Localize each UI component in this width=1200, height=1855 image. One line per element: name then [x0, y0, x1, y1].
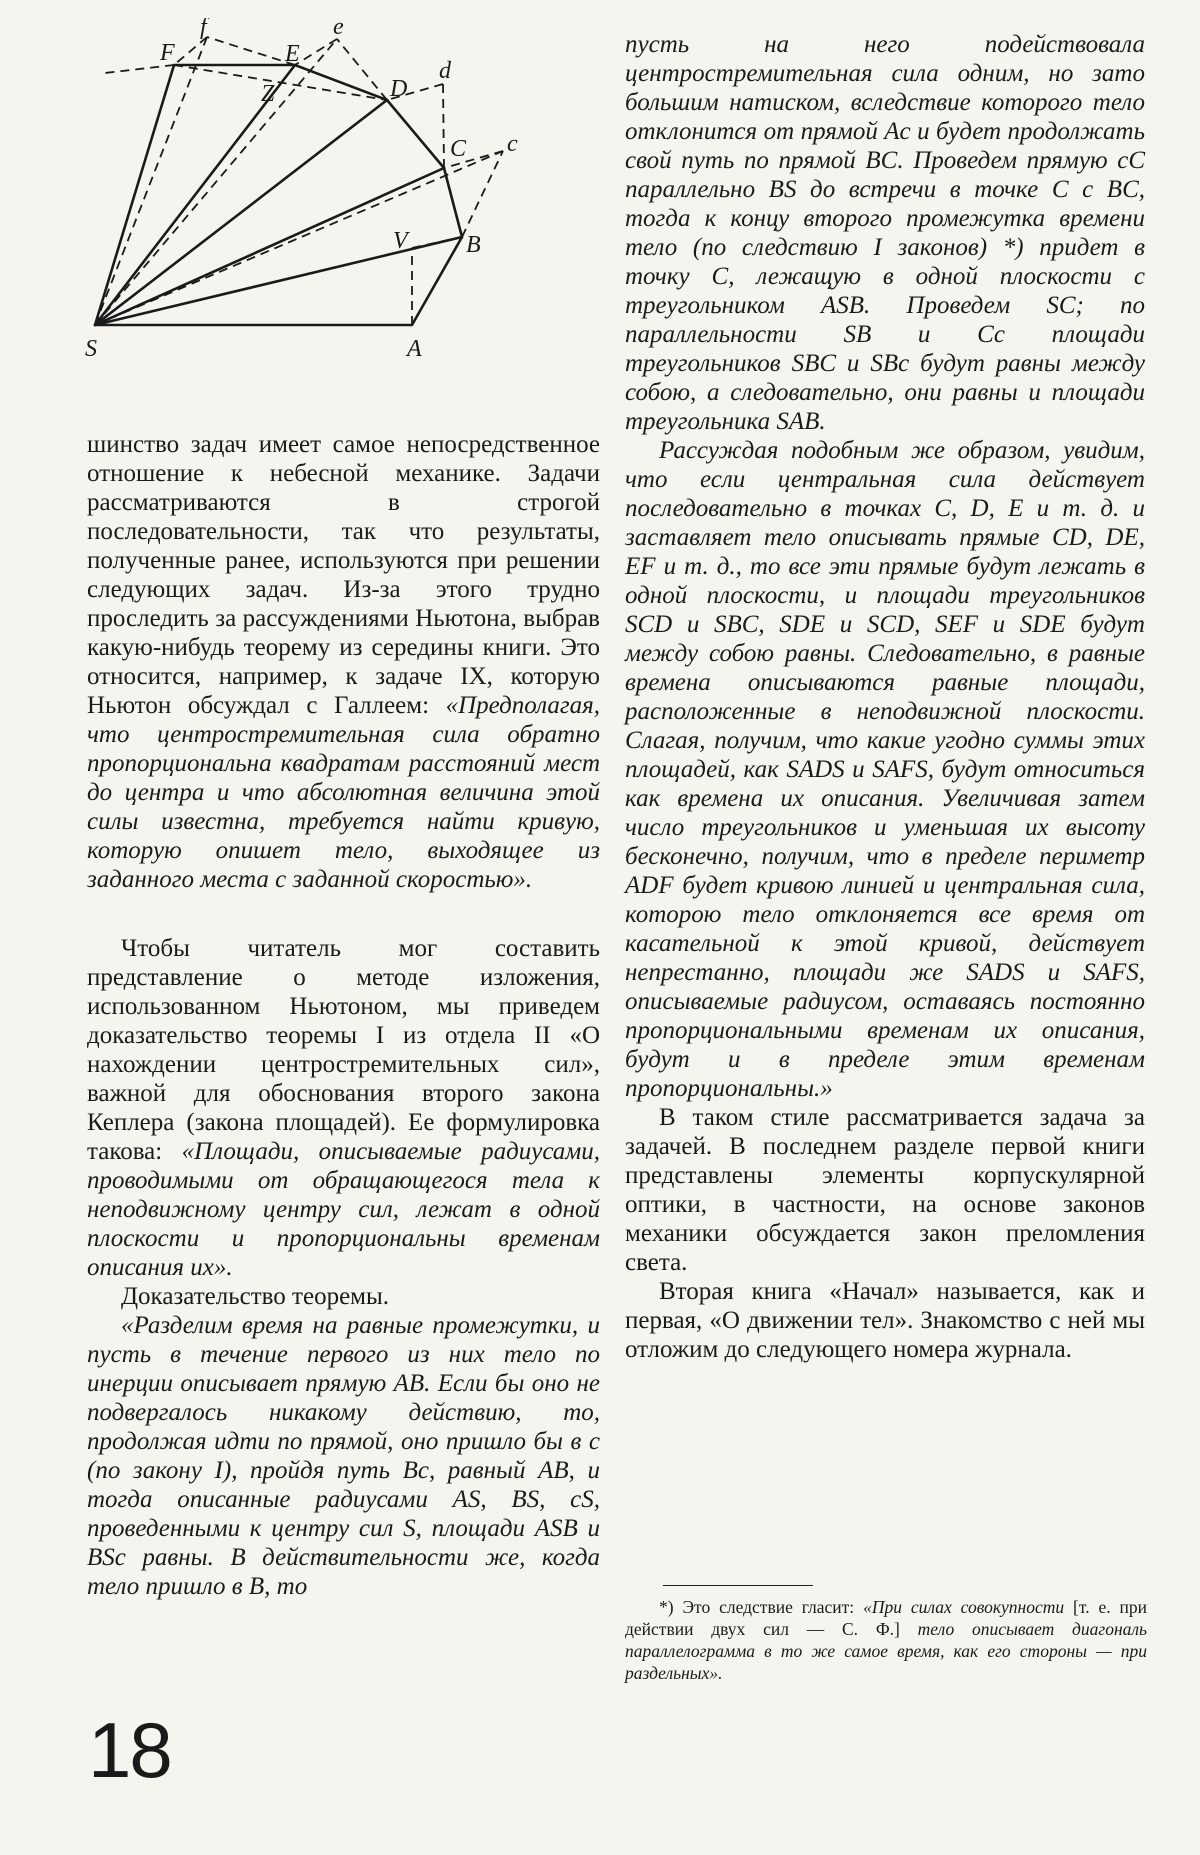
label-f: f [200, 18, 207, 40]
label-F: F [160, 40, 175, 66]
label-B: B [466, 232, 481, 258]
footnote [625, 1596, 1147, 1684]
line-Se [95, 39, 337, 325]
newton-area-law-diagram [75, 18, 615, 413]
extension-Ef [207, 37, 295, 65]
label-D: D [390, 76, 408, 102]
orbit-polygon [95, 65, 462, 325]
left-column [87, 430, 600, 1601]
line-FD [174, 65, 387, 100]
line-F-left [105, 65, 174, 73]
proof-quote-continued: пусть на него подействовала центростремительная сила одним, но зато большим натиском, вследствие которого тело отклонится от прямой Ac и будет продолжать свой путь по прямой BC. Проведем прямую cC параллельно BS до встречи в точке C с BC, тогда к концу второго промежутка времени тело (по следствию I законов) *) придет в точку C, лежащую в одной плоскости с треугольником ASB. Проведем SC; по параллельности SB и Cc площади треугольников SBC и SBc будут равны между собою, а следовательно, они равны и площади треугольника SAB. [625, 31, 1145, 435]
paragraph-text: шинство задач имеет самое непосредственное отношение к небесной механике. Задачи рассматриваются в строгой последовательности, так что результаты, полученные ранее, используются при решении следующих задач. Из-за этого трудно проследить за рассуждениями Ньютона, выбрав какую-нибудь теорему из середины книги. Это относится, например, к задаче IX, которую Ньютон обсуждал с Галлеем: [87, 431, 600, 719]
theorem-quote: «Площади, описываемые радиусами, проводимыми от обращающегося тела к неподвижному центру сил, лежат в одной плоскости и пропорциональны временам описания их». [87, 1138, 600, 1281]
footnote-text [625, 1596, 1147, 1684]
paragraph-text: Чтобы читатель мог составить представление о методе изложения, использованном Ньютоном, мы приведем доказательство теоремы I из отдела II «О нахождении центростремительных сил», важной для обоснования второго закона Кеплера (закона площадей). Ее формулировка такова: [87, 935, 600, 1165]
paragraph: В таком стиле рассматривается задача за задачей. В последнем разделе первой книги представлены элементы корпускулярной оптики, в частности, на основе законов механики обсуждается закон преломления света. [625, 1104, 1145, 1276]
page-number: 18 [88, 1706, 171, 1794]
proof-quote: «Разделим время на равные промежутки, и пусть в течение первого из них тело по инерции описывает прямую AB. Если бы оно не подвергалось никакому действию, то, продолжая идти по прямой, оно пришло бы в c (по закону I), пройдя путь Bc, равный AB, и тогда описанные радиусами AS, BS, cS, проведенными к центру сил S, площади ASB и BSc равны. В действительности же, когда тело пришло в B, то [87, 1312, 600, 1600]
label-d: d [439, 58, 451, 84]
solid-lines [95, 65, 462, 325]
right-column [625, 30, 1145, 1364]
paragraph [87, 430, 600, 894]
label-E: E [285, 41, 300, 67]
label-A: A [407, 336, 422, 362]
spacer [87, 894, 600, 934]
label-e: e [333, 18, 344, 40]
footnote-quote-1: «При силах совокупности [863, 1597, 1065, 1617]
line-eE [295, 39, 337, 65]
label-Z: Z [261, 81, 275, 107]
paragraph: Доказательство теоремы. [121, 1283, 390, 1310]
label-c: c [507, 131, 518, 157]
extension-Bc [462, 151, 503, 237]
footnote-quote-2: тело описывает диагональ параллелограмма в то же самое время, как его стороны — при раздельных». [625, 1619, 1147, 1683]
paragraph [87, 934, 600, 1282]
proof-quote-continued: Рассуждая подобным же образом, увидим, что если центральная сила действует последовательно в точках C, D, E и т. д. и заставляет тело описывать прямые CD, DE, EF и т. д., то все эти прямые будут лежать в одной плоскости, и площади треугольников SCD и SBC, SDE и SCD, SEF и SDE будут между собою равны. Следовательно, в равные времена описываются равные площади, расположенные в неподвижной плоскости. Слагая, получим, что какие угодно суммы этих площадей, как SADS и SAFS, будут относиться как времена их описания. Увеличивая затем число треугольников и уменьшая их высоту бесконечно, получим, что в пределе периметр ADF будет кривою линией и центральная сила, которою тело отклоняется все время от касательной к этой кривой, действует непрестанно, площади же SADS и SAFS, описываемые радиусом, оставаясь постоянно пропорциональными временам их описания, будут и в пределе этим временам пропорциональны.» [625, 437, 1145, 1102]
footnote-lead: *) Это следствие гласит: [659, 1597, 864, 1617]
label-S: S [85, 336, 97, 362]
footnote-divider [663, 1585, 813, 1586]
label-V: V [393, 228, 408, 254]
extension-Cd [443, 84, 444, 168]
footnote-editor-note: [т. е. при действии двух сил — С. Ф.] [625, 1597, 1147, 1639]
line-Sc [95, 151, 503, 325]
paragraph: Вторая книга «Начал» называется, как и первая, «О движении тел». Знакомство с ней мы отложим до следующего номера журнала. [625, 1278, 1145, 1363]
label-C: C [450, 136, 467, 162]
line-fF [174, 37, 207, 65]
problem-ix-quote: «Предполагая, что центростремительная сила обратно пропорциональна квадратам расстояний мест до центра и что абсолютная величина этой силы известна, требуется найти кривую, которую опишет тело, выходящее из заданного места с заданной скоростью». [87, 692, 600, 893]
